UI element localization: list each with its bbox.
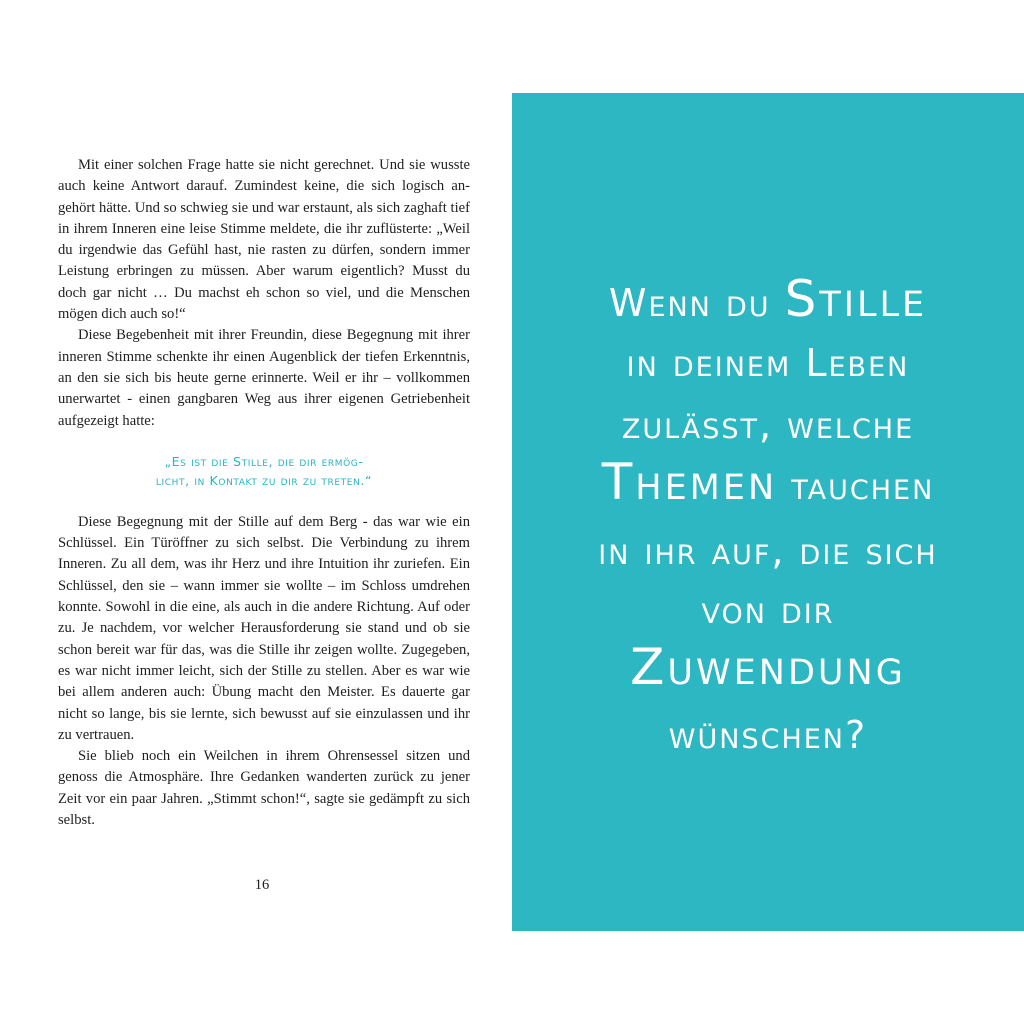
quote-line-2 [512, 341, 1024, 385]
right-page-quote-panel [512, 93, 1024, 931]
pull-quote [58, 452, 470, 490]
quote-line-1 [512, 270, 1024, 328]
quote-line-7-highlight: Zuwendung [630, 638, 906, 696]
quote-line-4-part-2: tauchen [777, 464, 935, 508]
quote-line-5-text: in ihr auf, die sich [598, 529, 938, 573]
quote-line-2-text: in deinem Leben [626, 341, 910, 385]
paragraph-1: Mit einer solchen Frage hatte sie nicht gerechnet. Und sie wusste auch keine Antwort darauf. Zumindest keine, die sich logisch angehört hätte. Und so schwieg sie und war erstaunt, als sich zaghaft tief in ihrem Inneren eine leise Stimme meldete, die ihr zuflüsterte: „Weil du irgendwie das Gefühl hast, nie rasten zu dürfen, sondern immer Leistung erbringen zu müssen. Aber warum eigentlich? Musst du doch gar nicht … Du machst eh schon so viel, und die Menschen mögen dich auch so!“ [58, 157, 470, 323]
quote-line-8 [512, 713, 1024, 757]
quote-line-4 [512, 453, 1024, 511]
quote-line-4-highlight: Themen [601, 453, 778, 511]
quote-line-7 [512, 638, 1024, 696]
paragraph-3: Diese Begegnung mit der Stille auf dem Berg - das war wie ein Schlüssel. Ein Türöffner zu sich selbst. Die Verbindung zu ihrem Inneren. Zu all dem, was ihr Herz und ihre Intuition ihr zuriefen. Ein Schlüssel, den sie – wann immer sie wollte – im Schloss umdrehen konnte. Sowohl in die eine, als auch in die andere Richtung. Auf oder zu. Je nachdem, vor welcher Herausforderung sie stand und ob sie schon bereit war für das, was die Stille ihr zeigen wollte. Zugegeben, es war nicht immer leicht, sich der Stille zu stellen. Aber es war wie bei allem anderen auch: Übung macht den Meister. Es dauerte gar nicht so lange, bis sie lernte, sich bewusst auf sie einzulassen und ihr zu vertrauen. [58, 513, 470, 743]
quote-line-6-text: von dir [701, 588, 835, 632]
quote-line-3 [512, 403, 1024, 447]
quote-line-5 [512, 529, 1024, 573]
body-text [58, 155, 470, 831]
quote-line-8-text: wünschen? [668, 713, 868, 757]
quote-line-6 [512, 588, 1024, 632]
quote-line-1-part-1: Wenn du [608, 281, 785, 325]
quote-line-3-text: zulässt, welche [621, 403, 915, 447]
quote-line-1-highlight: Stille [784, 270, 928, 328]
pull-quote-line: „Es ist die Stille, die dir ermög- [164, 453, 364, 469]
paragraph-2: Diese Begebenheit mit ihrer Freundin, diese Begegnung mit ihrer inneren Stimme schenkte ihr einen Augenblick der tiefen Erkenntnis, an den sie sich bis heute gerne erinnerte. Weil er ihr – vollkommen unerwartet - einen gangbaren Weg aus ihrer eigenen Getriebenheit aufgezeigt hatte: [58, 327, 470, 429]
paragraph-4: Sie blieb noch ein Weilchen in ihrem Ohrensessel sitzen und genoss die Atmosphäre. Ihre Gedanken wanderten zurück zu jener Zeit vor ein paar Jahren. „Stimmt schon!“, sagte sie gedämpft zu sich selbst. [58, 748, 470, 829]
page-number: 16 [254, 877, 270, 893]
pull-quote-line: licht, in Kontakt zu dir zu treten.“ [155, 472, 373, 488]
